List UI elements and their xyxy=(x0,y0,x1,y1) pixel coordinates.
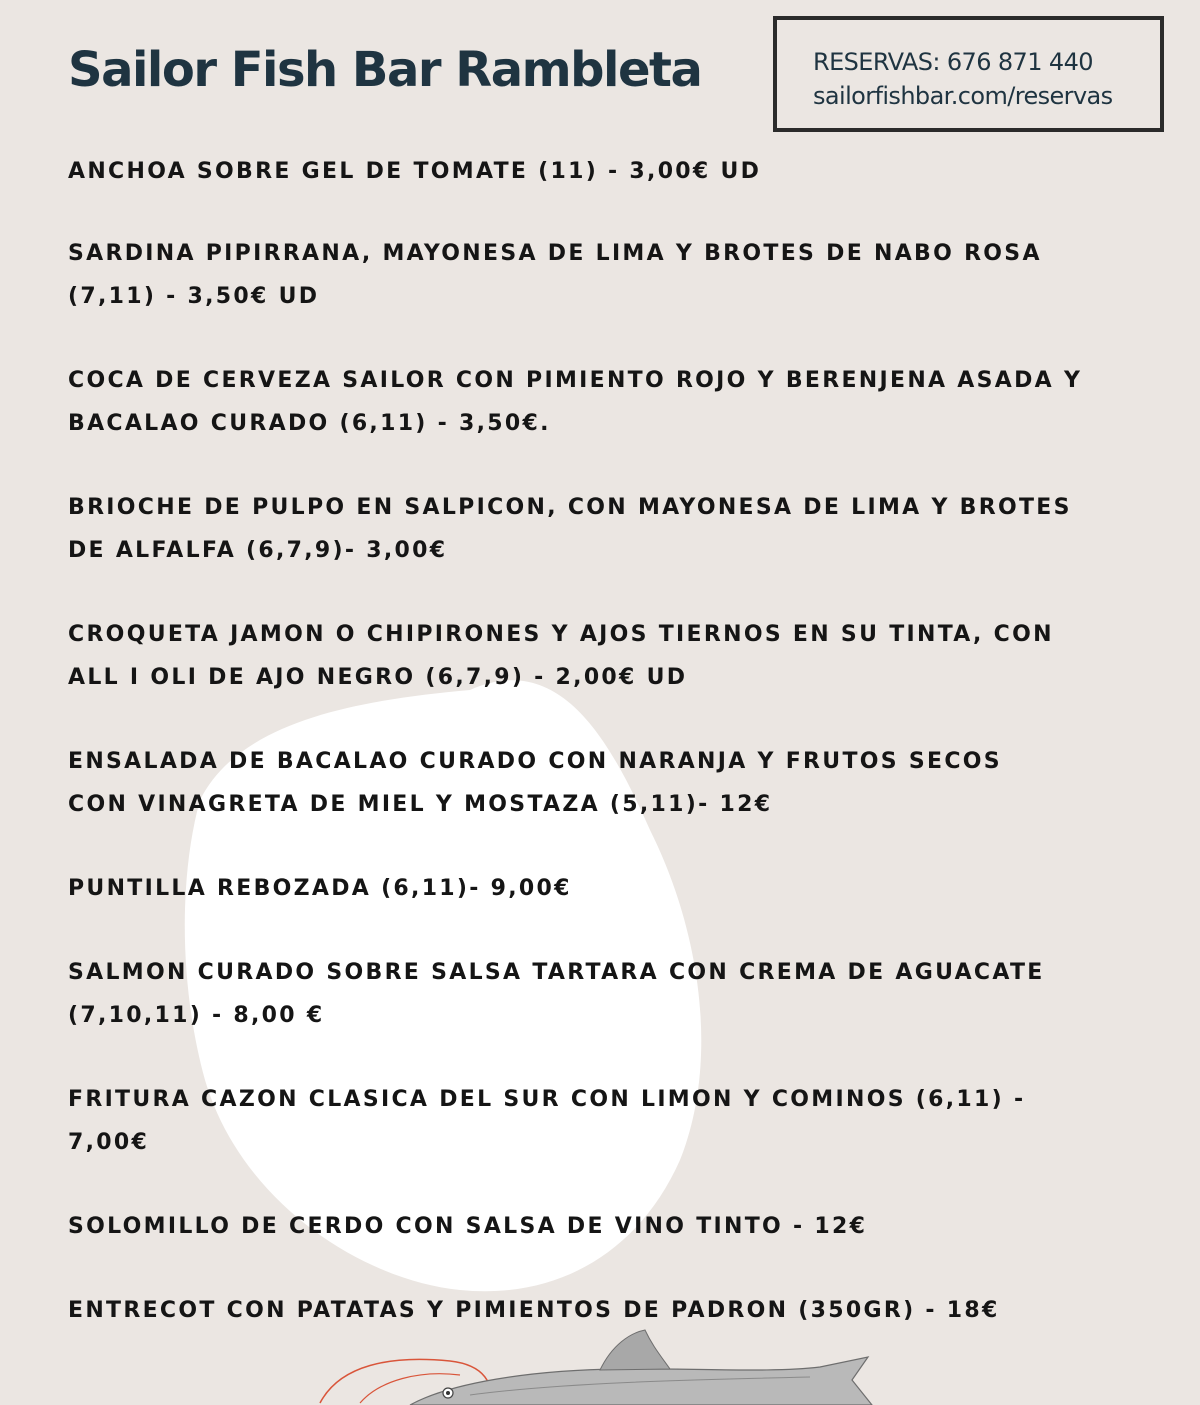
reservations-box xyxy=(773,16,1164,132)
reservations-url[interactable]: sailorfishbar.com/reservas xyxy=(813,82,1113,110)
menu-item-line1: BRIOCHE DE PULPO EN SALPICON, CON MAYONESA DE LIMA Y BROTES xyxy=(68,495,1072,520)
restaurant-title: Sailor Fish Bar Rambleta xyxy=(68,42,702,98)
menu-item-line1: ANCHOA SOBRE GEL DE TOMATE (11) - 3,00€ UD xyxy=(68,159,762,184)
fish-illustration xyxy=(300,1325,880,1405)
menu-item-line1: CROQUETA JAMON O CHIPIRONES Y AJOS TIERNOS EN SU TINTA, CON xyxy=(68,622,1054,647)
menu-item-line2: DE ALFALFA (6,7,9)- 3,00€ xyxy=(68,538,448,563)
reservations-phone[interactable]: RESERVAS: 676 871 440 xyxy=(813,48,1093,76)
menu-item-line1: SALMON CURADO SOBRE SALSA TARTARA CON CREMA DE AGUACATE xyxy=(68,960,1045,985)
menu-item xyxy=(68,232,1042,318)
menu-item xyxy=(68,613,1054,699)
menu-item-line2: ALL I OLI DE AJO NEGRO (6,7,9) - 2,00€ UD xyxy=(68,665,688,690)
menu-item-line1: COCA DE CERVEZA SAILOR CON PIMIENTO ROJO Y BERENJENA ASADA Y xyxy=(68,368,1083,393)
menu-item xyxy=(68,1078,1025,1164)
menu-item-line1: PUNTILLA REBOZADA (6,11)- 9,00€ xyxy=(68,876,572,901)
menu-item-line1: ENTRECOT CON PATATAS Y PIMIENTOS DE PADRON (350GR) - 18€ xyxy=(68,1298,1000,1323)
menu-item xyxy=(68,951,1045,1037)
menu-item xyxy=(68,486,1072,572)
menu-item-line2: BACALAO CURADO (6,11) - 3,50€. xyxy=(68,411,551,436)
menu-item xyxy=(68,1205,867,1248)
menu-item-line1: FRITURA CAZON CLASICA DEL SUR CON LIMON Y COMINOS (6,11) - xyxy=(68,1087,1026,1112)
menu-item-line2: CON VINAGRETA DE MIEL Y MOSTAZA (5,11)- 12€ xyxy=(68,792,773,817)
menu-item-line1: SARDINA PIPIRRANA, MAYONESA DE LIMA Y BROTES DE NABO ROSA xyxy=(68,241,1042,266)
menu-item-line2: 7,00€ xyxy=(68,1130,150,1155)
menu-item xyxy=(68,150,761,193)
menu-item-line2: (7,11) - 3,50€ UD xyxy=(68,284,320,309)
menu-item xyxy=(68,740,1002,826)
menu-item-line2: (7,10,11) - 8,00 € xyxy=(68,1003,325,1028)
fish-fin xyxy=(600,1330,670,1370)
menu-item-line1: SOLOMILLO DE CERDO CON SALSA DE VINO TINTO - 12€ xyxy=(68,1214,868,1239)
menu-item xyxy=(68,867,572,910)
menu-item xyxy=(68,359,1082,445)
menu-item-line1: ENSALADA DE BACALAO CURADO CON NARANJA Y FRUTOS SECOS xyxy=(68,749,1002,774)
